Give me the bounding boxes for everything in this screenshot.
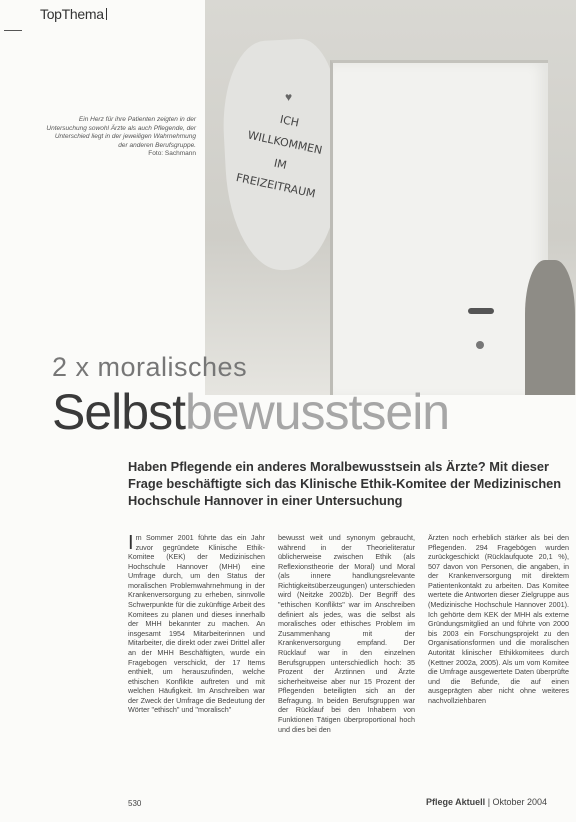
sign-line: WILLKOMMEN — [246, 128, 324, 157]
page-number: 530 — [128, 799, 142, 808]
photo-caption — [46, 116, 196, 159]
article-photo — [205, 0, 576, 395]
body-column-1 — [128, 533, 265, 715]
header-rule — [4, 30, 22, 31]
title-part-light: bewusstsein — [184, 384, 450, 440]
page-title — [52, 384, 449, 440]
body-column-2 — [278, 533, 415, 734]
door-handle — [468, 308, 494, 314]
title-kicker: 2 x moralisches — [52, 352, 248, 382]
section-tag-label: TopThema — [40, 6, 104, 22]
body-text-2: bewusst weit und synonym gebraucht, während in der Theorieliteratur üblicherweise zwischen Ethik (als Reflexionstheorie der Moral) und Moral (als innere handlungsrelevante Richtigkeitsüberzeugungen) unterschieden wird (Neitzke 2002b). Der Begriff des "ethischen Konflikts" war im Anschreiben definiert als jedes, was die selbst als moralisches oder ethisches Problem im Zusammenhang mit der Krankenversorgung empfand. Der Rücklauf war in den einzelnen Berufsgruppen unterschiedlich hoch: 35 Prozent der Ärztinnen und Ärzte sicherheitweise aber nur 15 Prozent der Pflegenden beteiligten sich an der Befragung. In beiden Berufsgruppen war der Rücklauf bei den Inhabern von Funktionen Tätigen überproportional hoch und dies bei den — [278, 533, 415, 734]
sign-line: IM — [272, 156, 288, 172]
photo-credit: Foto: Sachmann — [148, 150, 196, 158]
door — [330, 60, 548, 395]
heart-icon: ♥ — [285, 90, 293, 104]
sign-line: FREIZEITRAUM — [234, 171, 317, 201]
magazine-name: Pflege Aktuell — [426, 797, 486, 807]
title-part-dark: Selbst — [52, 384, 185, 440]
person-silhouette — [525, 260, 575, 395]
body-text-3: Ärzten noch erheblich stärker als bei den Pflegenden. 294 Fragebögen wurden zurückgeschickt (Rücklaufquote 20,1 %), 507 davon von Personen, die angaben, in der Krankenversorgung mit direktem Patientenkontakt zu arbeiten. Das Komitee wertete die Antworten dieser Zielgruppe aus (Medizinische Hochschule Hannover 2001). Ich gehörte dem KEK der MHH als externe Gründungsmitglied an und führte von 2000 bis 2003 ein Forschungsprojekt zu den Organisationsformen und die moralischen Autorität klinischer Ethikkomitees durch (Kettner 2002a, 2005). Als um vom Komitee die Umfrage ausgewertete Daten überprüfte und die Befunde, die auf einen ausgeprägten aber nicht ohne weiteres nachvollziehbaren — [428, 533, 569, 705]
door-keyhole — [476, 341, 484, 349]
section-tag-bar — [106, 8, 107, 20]
drop-cap: I — [128, 532, 134, 554]
intro-lead: Haben Pflegende ein anderes Moralbewusstsein als Ärzte? Mit dieser Frage beschäftigte sich das Klinische Ethik-Komitee der Medizinischen Hochschule Hannover in einer Untersuchung — [128, 459, 562, 508]
section-tag — [40, 6, 107, 22]
body-text-1: m Sommer 2001 führte das ein Jahr zuvor gegründete Klinische Ethik-Komitee (KEK) der Medizinischen Hochschule Hannover (MHH) eine Umfrage durch, um den Status der moralischen Problemwahrnehmung in der Krankenversorgung zu erheben, sinnvolle Schwerpunkte für die zukünftige Arbeit des Komitees zu planen und dieses innerhalb der MHH bekannter zu machen. An insgesamt 1954 Mitarbeiterinnen und Mitarbeiter, die direkt oder zwei Drittel aller an der MHH Beschäftigten, wurde ein Fragebogen verschickt, der 17 Items enthielt, um herauszufinden, welche ethischen Konflikte auftreten und mit welchen Häufigkeit. Im Anschreiben war der Zweck der Umfrage die Bedeutung der Wörter "ethisch" und "moralisch" — [128, 533, 265, 715]
body-column-3 — [428, 533, 569, 705]
caption-text: Ein Herz für ihre Patienten zeigten in der Untersuchung sowohl Ärzte als auch Pflegende, der Unterschied liegt in der jeweiligen Wahrnehmung der anderen Berufsgruppe. — [46, 116, 196, 149]
sign-line: ICH — [278, 112, 301, 130]
issue-date: Oktober 2004 — [492, 797, 548, 807]
footer-magazine: Pflege Aktuell | Oktober 2004 — [426, 797, 548, 807]
